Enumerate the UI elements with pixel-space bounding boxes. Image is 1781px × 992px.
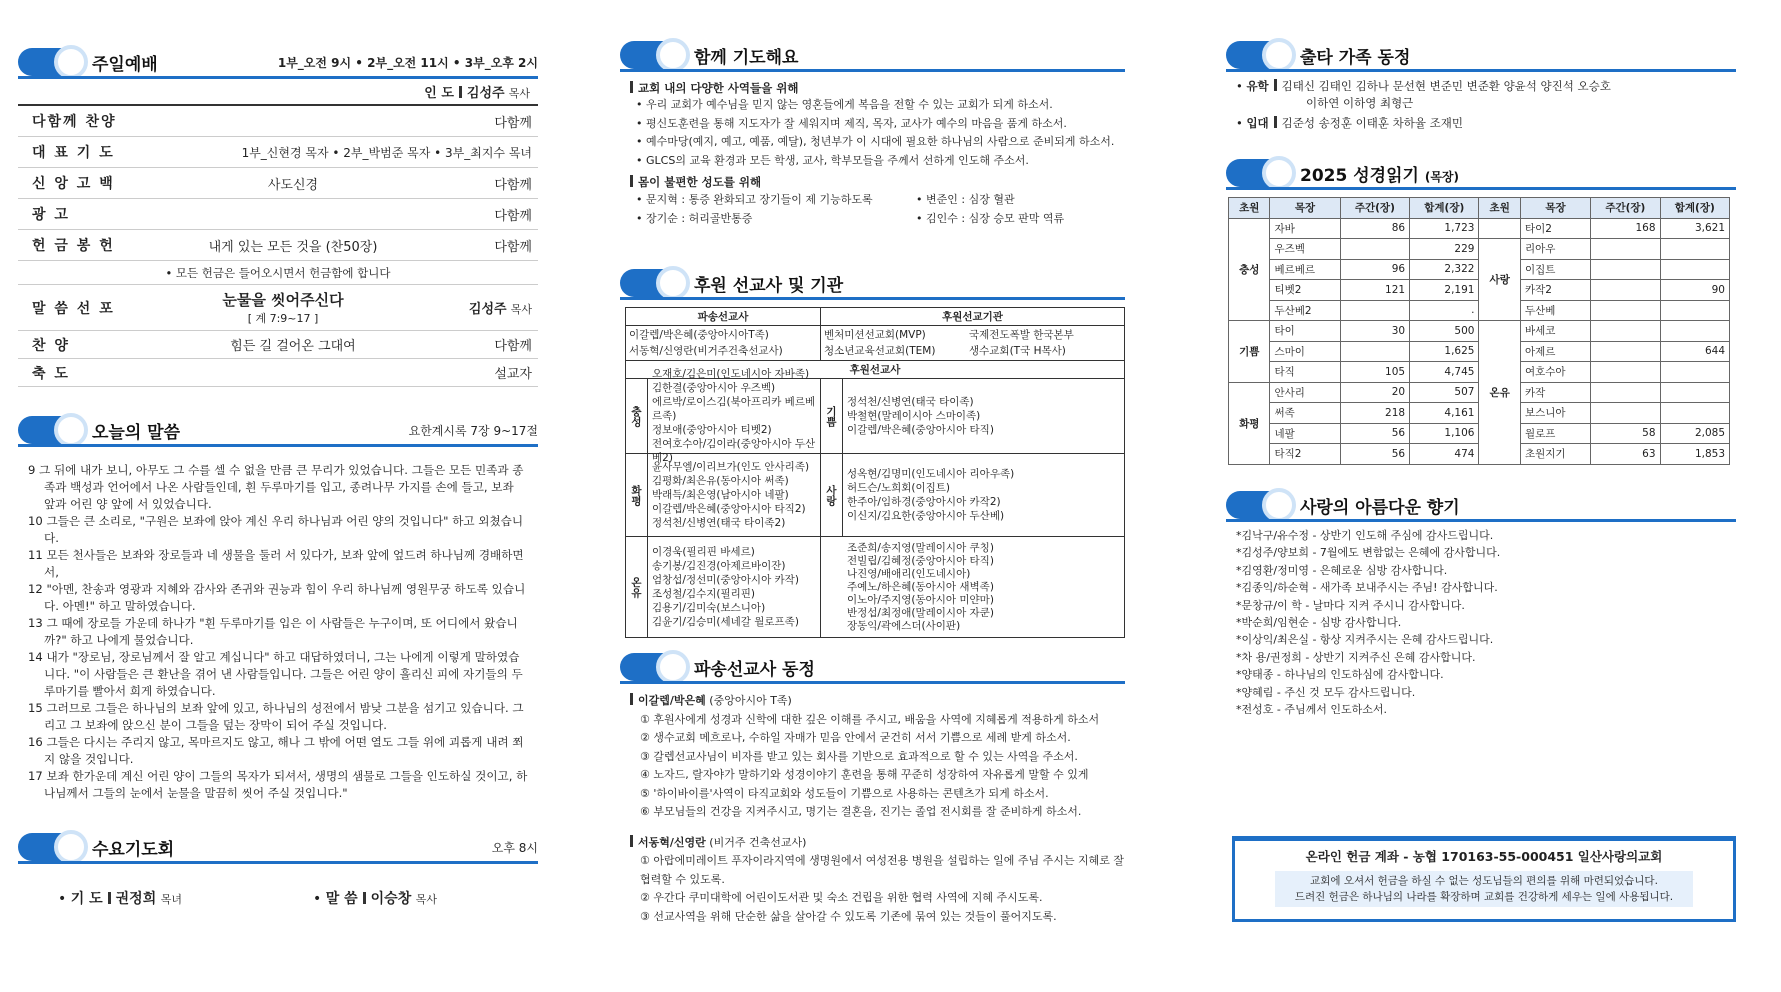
reading-mokjang: 타직2 bbox=[1270, 444, 1340, 465]
dispatch-item: ③ 갈렙선교사님이 비자를 받고 있는 회사를 기반으로 효과적으로 할 수 있는 사역을 주소서. bbox=[640, 749, 1078, 763]
reading-count bbox=[1660, 362, 1729, 383]
wednesday-header bbox=[18, 830, 538, 864]
reading-mokjang: 타이2 bbox=[1520, 218, 1590, 239]
reading-mokjang: 두산베2 bbox=[1270, 300, 1340, 321]
dispatch-item: ⑥ 부모님들의 건강을 지켜주시고, 명기는 결혼을, 진기는 졸업 전시회를 잘 준비하게 하소서. bbox=[640, 805, 1082, 818]
reading-mokjang: 써족 bbox=[1270, 403, 1340, 424]
wednesday-title: 수요기도회 bbox=[92, 839, 175, 860]
verse: 10 그들은 큰 소리로, "구원은 보좌에 앉아 계신 우리 하나님과 어린 양의 것입니다" 하고 외쳤습니다. bbox=[28, 514, 524, 545]
word-ref: 요한계시록 7장 9~17절 bbox=[408, 423, 538, 438]
verse: 16 그들은 다시는 주리지 않고, 목마르지도 않고, 해나 그 밖에 어떤 열도 그들 위에 괴롭게 내려 쬐지 않을 것입니다. bbox=[28, 735, 524, 766]
wednesday-time: 오후 8시 bbox=[491, 840, 538, 855]
reading-count bbox=[1340, 300, 1409, 321]
reading-count: 1,625 bbox=[1410, 341, 1479, 362]
dispatch-item: ⑤ '하이바이를'사역이 타직교회와 성도들이 기쁨으로 사용하는 콘텐츠가 되게 하소서. bbox=[640, 786, 1049, 800]
reading-group: 기쁨 bbox=[1229, 321, 1270, 383]
reading-count: 2,085 bbox=[1660, 423, 1729, 444]
reading-count bbox=[1591, 300, 1660, 321]
love-item: *김종익/하순혁 - 새가족 보내주시는 주님! 감사합니다. bbox=[1236, 581, 1498, 595]
support-org: 벤처미션선교회(MVP) bbox=[824, 329, 926, 341]
reading-count: 105 bbox=[1340, 362, 1409, 383]
sermon-title: 눈물을 씻어주신다 bbox=[222, 291, 344, 309]
offering-note: • 모든 헌금은 들어오시면서 헌금함에 합니다 bbox=[18, 261, 538, 285]
reading-count bbox=[1591, 321, 1660, 342]
reading-count: 90 bbox=[1660, 280, 1729, 301]
love-item: *차 용/권정희 - 상반기 지켜주신 은혜 감사합니다. bbox=[1236, 650, 1476, 664]
reading-count bbox=[1660, 239, 1729, 260]
reading-group: 화평 bbox=[1229, 382, 1270, 464]
reading-count: 86 bbox=[1340, 218, 1409, 239]
missions-header bbox=[620, 266, 1125, 300]
wednesday-roles: • 기 도 권정희 목녀 • 말 씀 이승창 목사 bbox=[58, 891, 437, 907]
reading-count: 1,106 bbox=[1410, 423, 1479, 444]
worship-order bbox=[18, 104, 538, 387]
reading-mokjang: 티벳2 bbox=[1270, 280, 1340, 301]
love-item: *전성호 - 주님께서 인도하소서. bbox=[1236, 703, 1387, 717]
word-header bbox=[18, 413, 538, 447]
support-group: 윤사무엘/이리브가(인도 안사리족) 김평화/최은유(동아시아 써족) 박래득/최은영(남아시아 네팔) 이갈렙/박은혜(중앙아시아 타직2) 정석천/신병연(태국 타이족2) bbox=[652, 461, 810, 529]
missions-table: 파송선교사 후원선교기관 이갈렙/박은혜(중앙아시아T족) 서동혁/신영란(비거주건축선교사) 벤처미션선교회(MVP) 국제전도폭발 한국본부 청소년교육선교회(TEM) 생수교회(T국 H목사) 후원선교사 충성 오재호/김은미(인도네시아 자바족) 김한결(중앙아시아 우즈벡) 에르박/로이스김(북아프리카 베르베르족) 정보애(중앙아시아 티벳2) 전여호수아/김이라(중앙아시아 두산베2) 기쁨 정석천/신병연(태국 타이족) 박철현(말레이시아 스마이족) 이갈렙/박은혜(중앙아시아 타직) 화평 윤사무엘/이리브가(인도 안사리족) 김평화/최은유(동아시아 써족) 박래득/최은영(남아시아 네팔) 이갈렙/박은혜(중앙아시아 타직2) 정석천/신병연(태국 타이족2) 사랑 성옥현/김명미(인도네시아 리아우족) 허드슨/노희회(이집트) 한주아/임하경(중앙아시아 카작2) 이신지/김요한(중앙아시아 두산베) 온유 이경욱(필리핀 바세르) 송기봉/김진경(아제르바이잔) 엄창섭/정선미(중앙아시아 카작) 조성철/김수지(필리핀) 김용기/김미숙(보스니아) 김윤기/김승미(세네갈 월로프족) 조준희/송지영(말레이시아 쿠칭) 전빌립/김혜정(중앙아시아 타직) 나진영/배애리(인도네시아) 주예노/하은혜(동아시아 새벽족) 이노아/주지영(동아시아 미얀마) 반정섭/최정애(말레이시아 자쿤) 장동익/곽에스더(사이판) bbox=[625, 307, 1125, 638]
dispatch-missionary: 서동혁/신영란(비거주건축선교사) bbox=[629, 345, 783, 357]
reading-count: 4,161 bbox=[1410, 403, 1479, 424]
worship-guide: 인 도 김성주 목사 bbox=[424, 86, 530, 101]
reading-count bbox=[1660, 321, 1729, 342]
reading-count: 218 bbox=[1340, 403, 1409, 424]
reading-mokjang: 초원지기 bbox=[1520, 444, 1590, 465]
verse: 9 그 뒤에 내가 보니, 아무도 그 수를 셀 수 없을 만큼 큰 무리가 있었습니다. 그들은 모든 민족과 종족과 백성과 언어에서 나온 사람들인데, 흰 두루마기를 입고, 종려나무 가지를 손에 들고, 보좌 앞과 어린 양 앞에 서 있었습니다. bbox=[28, 463, 524, 511]
dispatch-missionary: 이갈렙/박은혜(중앙아시아T족) bbox=[629, 329, 769, 341]
prayer-item: • 변준인 : 심장 혈관 bbox=[916, 193, 1015, 206]
family-list: • 유학 김태신 김태인 김하나 문선현 변준민 변준환 양윤석 양진석 오승호 이하연 이하영 최형근 • 입대 김준성 송정훈 이태훈 차하율 조재민 bbox=[1236, 79, 1611, 130]
love-title: 사랑의 아름다운 향기 bbox=[1300, 497, 1460, 518]
reading-mokjang: 여호수아 bbox=[1520, 362, 1590, 383]
hymn-row: 찬 양 힘든 길 걸어온 그대여 다함께 bbox=[18, 331, 538, 359]
dispatch-title: 파송선교사 동정 bbox=[694, 659, 815, 680]
prayer-title: 함께 기도해요 bbox=[694, 47, 799, 68]
reading-count bbox=[1591, 341, 1660, 362]
dispatch-item: ① 아랍에미레이트 푸자이라지역에 생명원에서 여성전용 병원을 설립하는 일에 주님 주시는 지혜로 잘 협력할 수 있도록. bbox=[640, 854, 1124, 886]
reading-count: 3,621 bbox=[1660, 218, 1729, 239]
prayer-item: • 우리 교회가 예수님을 믿지 않는 영혼들에게 복음을 전할 수 있는 교회가 되게 하소서. bbox=[636, 96, 1125, 115]
verse: 17 보좌 한가운데 계신 어린 양이 그들의 목자가 되셔서, 생명의 샘물로 그들을 인도하실 것이고, 하나님께서 그들의 눈에서 눈물을 말끔히 씻어 주실 것입니다." bbox=[28, 769, 528, 800]
sermon-row: 말 씀 선 포 눈물을 씻어주신다 [ 계 7:9~17 ] 김성주 목사 bbox=[18, 285, 538, 331]
reading-mokjang: 리아우 bbox=[1520, 239, 1590, 260]
order-row: 헌 금 봉 헌 내게 있는 모든 것을 (찬50장) 다함께 bbox=[18, 230, 538, 261]
reading-count bbox=[1591, 362, 1660, 383]
prayer-item: • 김인수 : 심장 승모 판막 역류 bbox=[916, 212, 1065, 225]
reading-count: 168 bbox=[1591, 218, 1660, 239]
dispatch-item: ② 우간다 쿠미대학에 어린이도서관 및 숙소 건립을 위한 협력 사역에 지혜 주시도록. bbox=[640, 891, 1043, 904]
support-group: 성옥현/김명미(인도네시아 리아우족) 허드슨/노희회(이집트) 한주아/임하경(중앙아시아 카작2) 이신지/김요한(중앙아시아 두산베) bbox=[847, 468, 1015, 522]
family-header bbox=[1226, 38, 1736, 72]
reading-count bbox=[1591, 259, 1660, 280]
support-group: 이경욱(필리핀 바세르) 송기봉/김진경(아제르바이잔) 엄창섭/정선미(중앙아시아 카작) 조성철/김수지(필리핀) 김용기/김미숙(보스니아) 김윤기/김승미(세네갈 월로프족) bbox=[652, 546, 799, 628]
reading-mokjang: 보스니아 bbox=[1520, 403, 1590, 424]
reading-count bbox=[1660, 403, 1729, 424]
dispatch-news: 이갈렙/박은혜 (중앙아시아 T족) ① 후원사에게 성경과 신학에 대한 깊은 이해를 주시고, 배움을 사역에 지혜롭게 적용하게 하소서 ② 생수교회 메흐로나, 수하일 자매가 믿음 안에서 굳건히 서서 기쁨으로 세례 받게 하소서. ③ 갈렙선교사님이 비자를 받고 있는 회사를 기반으로 효과적으로 할 수 있는 사역을 주소서. ④ 노자드, 랄자야가 말하기와 성경이야기 훈련을 통해 꾸준히 성장하여 자유롭게 말할 수 있게 ⑤ '하이바이를'사역이 타직교회와 성도들이 기쁨으로 사용하는 콘텐츠가 되게 하소서. ⑥ 부모님들의 건강을 지켜주시고, 명기는 결혼을, 진기는 졸업 전시회를 잘 준비하게 하소서. 서동혁/신영란 (비거주 건축선교사) ① 아랍에미레이트 푸자이라지역에 생명원에서 여성전용 병원을 설립하는 일에 주님 주시는 지혜로 잘 협력할 수 있도록. ② 우간다 쿠미대학에 어린이도서관 및 숙소 건립을 위한 협력 사역에 지혜 주시도록. ③ 선교사역을 위해 단순한 삶을 살아갈 수 있도록 기존에 묶여 있는 것들이 풀어지도록. bbox=[630, 692, 1130, 926]
scripture-text bbox=[28, 462, 528, 802]
reading-count bbox=[1660, 382, 1729, 403]
reading-mokjang: 아제르 bbox=[1520, 341, 1590, 362]
reading-table: 초원 목장 주간(장) 합계(장) 초원 목장 주간(장) 합계(장) 충성 자바 86 1,723 타이2 168 3,621 우즈벡 229 사랑 리아우 베르베르 96 2,322 이집트 티벳2 121 2,191 카작2 90 두산베2 . 두산베 기쁨 타이 30 500 온유 바세코 스마이 1,625 아제르 644 타직 105 4,745 여호수아 화평 안사리 20 507 카작 써족 218 4,161 보스니아 네팔 56 1,106 월로프 58 2,085 타직2 56 474 초원지기 63 1,853 bbox=[1228, 197, 1730, 465]
prayer-item: • 예수마당(예지, 예고, 예품, 예달), 청년부가 이 시대에 필요한 하나님의 사람으로 준비되게 하소서. bbox=[636, 133, 1125, 152]
dispatch-item: ② 생수교회 메흐로나, 수하일 자매가 믿음 안에서 굳건히 서서 기쁨으로 세례 받게 하소서. bbox=[640, 731, 1071, 744]
love-item: *김영환/정미영 - 은혜로운 심방 감사합니다. bbox=[1236, 563, 1448, 577]
reading-mokjang: 우즈벡 bbox=[1270, 239, 1340, 260]
support-group: 조준희/송지영(말레이시아 쿠칭) 전빌립/김혜정(중앙아시아 타직) 나진영/배애리(인도네시아) 주예노/하은혜(동아시아 새벽족) 이노아/주지영(동아시아 미얀마) 반정섭/최정애(말레이시아 자쿤) 장동익/곽에스더(사이판) bbox=[821, 537, 1125, 638]
love-item: *양혜림 - 주신 것 모두 감사드립니다. bbox=[1236, 685, 1416, 699]
reading-count: 500 bbox=[1410, 321, 1479, 342]
love-item: *박순희/임현순 - 심방 감사합니다. bbox=[1236, 616, 1402, 630]
table-row bbox=[1229, 239, 1730, 260]
reading-count: 644 bbox=[1660, 341, 1729, 362]
reading-mokjang: 두산베 bbox=[1520, 300, 1590, 321]
prayer-item: • 문지혁 : 통증 완화되고 장기들이 제 기능하도록 bbox=[636, 193, 873, 206]
reading-count bbox=[1340, 239, 1409, 260]
reading-group: 충성 bbox=[1229, 218, 1270, 321]
reading-mokjang: 스마이 bbox=[1270, 341, 1340, 362]
reading-count: 58 bbox=[1591, 423, 1660, 444]
reading-count bbox=[1340, 341, 1409, 362]
reading-header bbox=[1226, 156, 1736, 190]
reading-mokjang: 카작 bbox=[1520, 382, 1590, 403]
prayer-list: 교회 내의 다양한 사역들을 위해 • 우리 교회가 예수님을 믿지 않는 영혼들에게 복음을 전할 수 있는 교회가 되게 하소서. • 평신도훈련을 통해 지도자가 잘 세워지며 제직, 목자, 교사가 예수의 마음을 품게 하소서. • 예수마당(예지, 예고, 예품, 예달), 청년부가 이 시대에 필요한 하나님의 사람으로 준비되게 하소서. • GLCS의 교육 환경과 모든 학생, 교사, 학부모들을 주께서 선하게 인도해 주소서. 몸이 불편한 성도를 위해 • 문지혁 : 통증 완화되고 장기들이 제 기능하도록 • 변준인 : 심장 혈관 • 장기순 : 허리골반통증 • 김인수 : 심장 승모 판막 역류 bbox=[630, 80, 1125, 228]
word-title: 오늘의 말씀 bbox=[92, 422, 181, 443]
reading-mokjang: 안사리 bbox=[1270, 382, 1340, 403]
online-notes: 교회에 오셔서 헌금을 하실 수 없는 성도님들의 편의를 위해 마련되었습니다. 드려진 헌금은 하나님의 나라를 확장하며 교회를 건강하게 세우는 일에 사용됩니다. bbox=[1275, 871, 1693, 907]
reading-count: 63 bbox=[1591, 444, 1660, 465]
dispatch-item: ④ 노자드, 랄자야가 말하기와 성경이야기 훈련을 통해 꾸준히 성장하여 자유롭게 말할 수 있게 bbox=[640, 768, 1089, 781]
reading-count: 474 bbox=[1410, 444, 1479, 465]
dispatch-item: ① 후원사에게 성경과 신학에 대한 깊은 이해를 주시고, 배움을 사역에 지혜롭게 적용하게 하소서 bbox=[640, 712, 1100, 726]
reading-count: 121 bbox=[1340, 280, 1409, 301]
verse: 12 "아멘, 찬송과 영광과 지혜와 감사와 존귀와 권능과 힘이 우리 하나님께 영원무궁 하도록 있습니다. 아멘!" 하고 말하였습니다. bbox=[28, 582, 526, 613]
table-row bbox=[1229, 218, 1730, 239]
order-row: 다함께 찬양 다함께 bbox=[18, 106, 538, 137]
reading-group: 온유 bbox=[1479, 321, 1520, 465]
reading-count: 229 bbox=[1410, 239, 1479, 260]
reading-count: 20 bbox=[1340, 382, 1409, 403]
prayer-header bbox=[620, 38, 1125, 72]
reading-count: 1,853 bbox=[1660, 444, 1729, 465]
reading-count bbox=[1591, 239, 1660, 260]
worship-header bbox=[18, 45, 538, 79]
order-row: 대 표 기 도 1부_신현경 목자 • 2부_박범준 목자 • 3부_최지수 목녀 bbox=[18, 137, 538, 168]
verse: 14 내가 "장로님, 장로님께서 잘 알고 계십니다" 하고 대답하였더니, 그는 나에게 이렇게 말하였습니다. "이 사람들은 큰 환난을 겪어 낸 사람들입니다. 그들은 어린 양이 흘리신 피에 자기들의 두루마기를 빨아서 희게 하였습니다. bbox=[28, 650, 523, 698]
reading-mokjang: 이집트 bbox=[1520, 259, 1590, 280]
reading-count: 4,745 bbox=[1410, 362, 1479, 383]
reading-count bbox=[1591, 403, 1660, 424]
love-list bbox=[1236, 527, 1736, 718]
reading-mokjang: 카작2 bbox=[1520, 280, 1590, 301]
reading-count bbox=[1660, 300, 1729, 321]
reading-count: 1,723 bbox=[1410, 218, 1479, 239]
online-giving-box bbox=[1232, 836, 1736, 922]
prayer-item: • GLCS의 교육 환경과 모든 학생, 교사, 학부모들을 주께서 선하게 인도해 주소서. bbox=[636, 152, 1125, 171]
support-org: 청소년교육선교회(TEM) bbox=[824, 345, 936, 357]
order-row: 광 고 다함께 bbox=[18, 199, 538, 230]
reading-count bbox=[1660, 259, 1729, 280]
sermon-ref: [ 계 7:9~17 ] bbox=[247, 312, 319, 325]
reading-count: 30 bbox=[1340, 321, 1409, 342]
love-item: *양태종 - 하나님의 인도하심에 감사합니다. bbox=[1236, 668, 1444, 682]
online-account: 온라인 헌금 계좌 - 농협 170163-55-000451 일산사랑의교회 bbox=[1305, 849, 1663, 864]
support-group: 정석천/신병연(태국 타이족) 박철현(말레이시아 스마이족) 이갈렙/박은혜(중앙아시아 타직) bbox=[847, 396, 994, 436]
reading-count: 96 bbox=[1340, 259, 1409, 280]
love-item: *이상익/최은실 - 항상 지켜주시는 은혜 감사드립니다. bbox=[1236, 633, 1494, 647]
love-header bbox=[1226, 488, 1736, 522]
love-item: *김성주/양보희 - 7월에도 변함없는 은혜에 감사합니다. bbox=[1236, 546, 1501, 560]
prayer-item: • 평신도훈련을 통해 지도자가 잘 세워지며 제직, 목자, 교사가 예수의 마음을 품게 하소서. bbox=[636, 115, 1125, 134]
reading-count bbox=[1591, 280, 1660, 301]
reading-title: 2025 성경읽기 (목장) bbox=[1300, 165, 1459, 186]
order-row: 신 앙 고 백 사도신경 다함께 bbox=[18, 168, 538, 199]
family-title: 출타 가족 동정 bbox=[1300, 47, 1411, 68]
reading-mokjang: 네팔 bbox=[1270, 423, 1340, 444]
reading-mokjang: 자바 bbox=[1270, 218, 1340, 239]
reading-count: . bbox=[1410, 300, 1479, 321]
worship-times: 1부_오전 9시 • 2부_오전 11시 • 3부_오후 2시 bbox=[277, 55, 538, 70]
reading-count: 2,191 bbox=[1410, 280, 1479, 301]
sick-list bbox=[636, 190, 1125, 228]
reading-group bbox=[1479, 218, 1520, 239]
support-org: 생수교회(T국 H목사) bbox=[969, 345, 1066, 357]
dispatch-item: ③ 선교사역을 위해 단순한 삶을 살아갈 수 있도록 기존에 묶여 있는 것들이 풀어지도록. bbox=[640, 909, 1057, 923]
love-item: *김낙구/유수정 - 상반기 인도해 주심에 감사드립니다. bbox=[1236, 529, 1494, 542]
reading-count bbox=[1591, 382, 1660, 403]
reading-group: 사랑 bbox=[1479, 239, 1520, 321]
missions-title: 후원 선교사 및 기관 bbox=[694, 275, 844, 296]
support-org: 국제전도폭발 한국본부 bbox=[969, 329, 1074, 341]
verse: 11 모든 천사들은 보좌와 장로들과 네 생물을 둘러 서 있다가, 보좌 앞에 엎드려 하나님께 경배하면서, bbox=[28, 548, 524, 579]
blessing-row: 축 도 설교자 bbox=[18, 359, 538, 387]
reading-mokjang: 타직 bbox=[1270, 362, 1340, 383]
love-item: *문창규/이 학 - 날마다 지켜 주시니 감사합니다. bbox=[1236, 598, 1465, 612]
reading-count: 507 bbox=[1410, 382, 1479, 403]
table-row bbox=[1229, 321, 1730, 342]
reading-count: 2,322 bbox=[1410, 259, 1479, 280]
reading-mokjang: 베르베르 bbox=[1270, 259, 1340, 280]
dispatch-header bbox=[620, 650, 1125, 684]
prayer-item: • 장기순 : 허리골반통증 bbox=[636, 212, 753, 225]
worship-title: 주일예배 bbox=[92, 54, 158, 75]
reading-mokjang: 월로프 bbox=[1520, 423, 1590, 444]
reading-count: 56 bbox=[1340, 444, 1409, 465]
reading-count: 56 bbox=[1340, 423, 1409, 444]
reading-mokjang: 타이 bbox=[1270, 321, 1340, 342]
reading-mokjang: 바세코 bbox=[1520, 321, 1590, 342]
support-group: 오재호/김은미(인도네시아 자바족) 김한결(중앙아시아 우즈벡) 에르박/로이스김(북아프리카 베르베르족) 정보애(중앙아시아 티벳2) 전여호수아/김이라(중앙아시아 두산베2) bbox=[652, 368, 816, 464]
verse: 13 그 때에 장로들 가운데 하나가 "흰 두루마기를 입은 이 사람들은 누구이며, 또 어디에서 왔습니까?" 하고 나에게 물었습니다. bbox=[28, 616, 518, 647]
verse: 15 그러므로 그들은 하나님의 보좌 앞에 있고, 하나님의 성전에서 밤낮 그분을 섬기고 있습니다. 그리고 그 보좌에 앉으신 분이 그들을 덮는 장막이 되어 주실 것입니다. bbox=[28, 701, 524, 732]
